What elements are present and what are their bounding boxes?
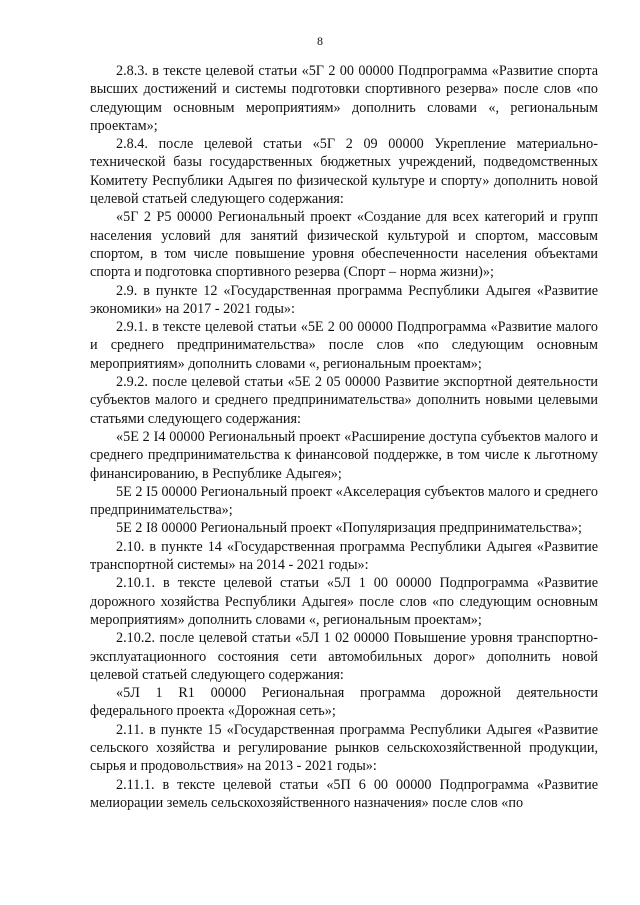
paragraph-2-10: 2.10. в пункте 14 «Государственная программа Республики Адыгея «Развитие транспортной системы» на 2014 - 2021 годы»:	[90, 538, 598, 574]
page-number: 8	[317, 34, 323, 48]
paragraph-5e-2-i8: 5Е 2 I8 00000 Региональный проект «Популяризация предпринимательства»;	[116, 520, 582, 537]
paragraph-5e-2-i4: «5Е 2 I4 00000 Региональный проект «Расширение доступа субъектов малого и среднего предпринимательства к финансовой поддержке, в том числе к льготному финансированию, в Республике Адыгея»;	[90, 428, 598, 482]
paragraph-5e-2-i5: 5Е 2 I5 00000 Региональный проект «Акселерация субъектов малого и среднего предпринимательства»;	[90, 483, 598, 519]
paragraph-5g-2-p5: «5Г 2 Р5 00000 Региональный проект «Создание для всех категорий и групп населения условий для занятий физической культурой и спортом, массовым спортом, в том числе повышение уровня обеспеченности населения объектами спорта и подготовка спортивного резерва (Спорт – норма жизни)»;	[90, 209, 598, 281]
paragraph-2-10-2: 2.10.2. после целевой статьи «5Л 1 02 00000 Повышение уровня транспортно-эксплуатационного состояния сети автомобильных дорог» дополнить новой целевой статьей следующего содержания:	[90, 630, 598, 683]
paragraph-2-10-1: 2.10.1. в тексте целевой статьи «5Л 1 00 00000 Подпрограмма «Развитие дорожного хозяйства Республики Адыгея» после слов «по следующим основным мероприятиям» дополнить словами «, региональным проектам»;	[90, 575, 598, 628]
paragraph-2-9: 2.9. в пункте 12 «Государственная программа Республики Адыгея «Развитие экономики» на 2017 - 2021 годы»:	[90, 282, 598, 317]
document-body	[90, 62, 598, 812]
paragraph-2-8-4: 2.8.4. после целевой статьи «5Г 2 09 00000 Укрепление материально-технической базы государственных бюджетных учреждений, подведомственных Комитету Республики Адыгея по физической культуре и спорту» дополнить новой целевой статьей следующего содержания:	[90, 136, 598, 208]
paragraph-2-11-1: 2.11.1. в тексте целевой статьи «5П 6 00 00000 Подпрограмма «Развитие мелиорации земель сельскохозяйственного назначения» после слов «по	[90, 776, 598, 811]
paragraph-2-11: 2.11. в пункте 15 «Государственная программа Республики Адыгея «Развитие сельского хозяйства и регулирование рынков сельскохозяйственной продукции, сырья и продовольствия» на 2013 - 2021 годы»:	[90, 721, 598, 775]
paragraph-2-8-3: 2.8.3. в тексте целевой статьи «5Г 2 00 00000 Подпрограмма «Развитие спорта высших достижений и системы подготовки спортивного резерва» после слов «по следующим основным мероприятиям» дополнить словами «, региональным проектам»;	[90, 63, 598, 134]
paragraph-5l-1-r1: «5Л 1 R1 00000 Региональная программа дорожной деятельности федерального проекта «Дорожная сеть»;	[90, 685, 598, 720]
paragraph-2-9-1: 2.9.1. в тексте целевой статьи «5Е 2 00 00000 Подпрограмма «Развитие малого и среднего предпринимательства» после слов «по следующим основным мероприятиям» дополнить словами «, региональным проектам»;	[90, 319, 598, 372]
paragraph-2-9-2: 2.9.2. после целевой статьи «5Е 2 05 00000 Развитие экспортной деятельности субъектов малого и среднего предпринимательства» дополнить новыми целевыми статьями следующего содержания:	[90, 374, 598, 427]
